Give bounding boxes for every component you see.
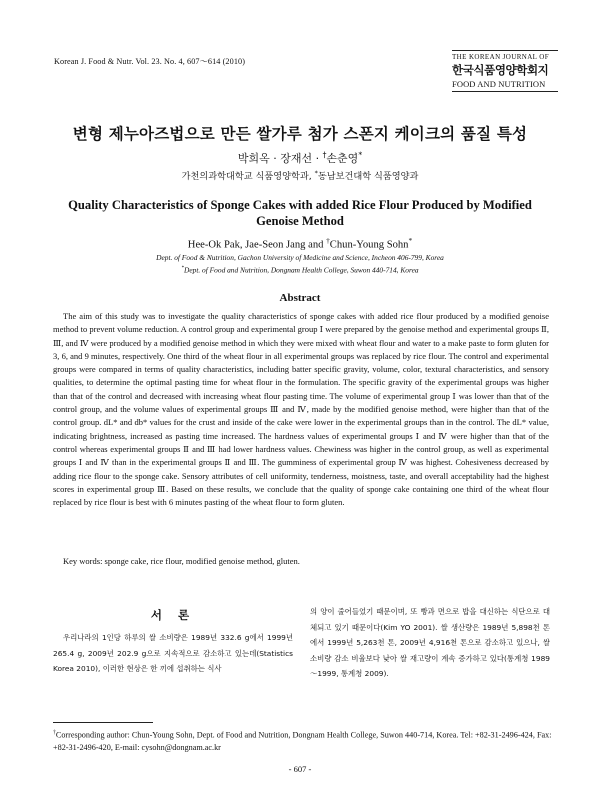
- korean-affil-star: *: [314, 168, 318, 177]
- english-affil2-text: Dept. of Food and Nutrition, Dongnam Health College, Suwon 440-714, Korea: [184, 265, 419, 275]
- english-affiliation-star: *: [408, 236, 413, 245]
- korean-authors-plain: 박희옥 · 장재선 ·: [237, 152, 323, 165]
- korean-authors: [0, 150, 600, 166]
- english-affil2-star: *: [181, 265, 184, 271]
- keywords: Key words: sponge cake, rice flour, modified genoise method, gluten.: [63, 556, 300, 566]
- english-author-last: Chun-Young Sohn: [329, 239, 409, 251]
- korean-affil-second: 동남보건대학 식품영양과: [317, 171, 419, 182]
- journal-reference: Korean J. Food & Nutr. Vol. 23. No. 4, 607～614 (2010): [54, 57, 246, 66]
- journal-masthead: [452, 50, 558, 92]
- abstract-body: [53, 310, 549, 509]
- introduction-heading: 서 론: [150, 608, 196, 622]
- intro-right-text: 의 양이 줄어들었기 때문이며, 또 빵과 면으로 밥을 대신하는 식단으로 대체되고 있기 때문이다(Kim YO 2001). 쌀 생산량은 1989년 5,898천 톤에서 1999년 5,263천 톤, 2009년 4,916천 톤으로 감소하고 있으나, 쌀 소비량 감소 비율보다 낮아 쌀 재고량이 계속 증가하고 있다(통계청 1989～1999, 통계청 2009).: [310, 607, 550, 678]
- english-affiliation-1: Dept. of Food & Nutrition, Gachon University of Medicine and Science, Incheon 406-799, Korea: [156, 253, 444, 262]
- masthead-top-rule: [452, 50, 558, 51]
- korean-affiliations: [0, 168, 600, 182]
- masthead-line1: THE KOREAN JOURNAL OF: [452, 53, 550, 61]
- english-corresponding-mark: †: [326, 236, 330, 245]
- intro-right-column: [310, 604, 550, 682]
- abstract-paragraph: The aim of this study was to investigate the quality characteristics of sponge cakes with added rice flour produced by a modified genoise method to prevent volume reduction. A control group and experimental group Ⅰ were prepared by the genoise method and experimental groups Ⅱ, Ⅲ, and Ⅳ were produced by a modified genoise method in which they were mixed with wheat flour and water to a make paste to form gluten for 3, 6, and 9 minutes, respectively. One third of the wheat flour in all experimental groups was replaced by rice flour. The control and experimental groups were compared in terms of quality characteristics, including batter specific gravity, volume, color, textural characteristics, and sensory qualities, to determine the optimal pasting time for wheat flour in the formulation. The specific gravity of the experimental groups was higher than that of the control and decreased with increasing wheat flour pasting time. The volume of experimental group Ⅰ was lower than that of the control group, and the volume values of experimental groups Ⅲ and Ⅳ, made by the modified genoise method, were higher than that of the control group. dL* and db* values for the crust and inside of the cake were lower in the experimental groups than in the control. The dL* value, indicating brightness, increased as pasting time increased. The hardness values of experimental groups Ⅰ and Ⅳ were higher than that of the control whereas experimental groups Ⅱ and Ⅲ had lower hardness values. Chewiness was higher in the control group, as well as experimental groups Ⅰ and Ⅳ than in the experimental groups Ⅱ and Ⅲ. The gumminess of experimental group Ⅳ was highest. Cohesiveness decreased by adding rice flour to the sponge cake. Sensory attributes of cell uniformity, tenderness, moistness, taste, and overall acceptability had the highest scores in experimental group Ⅲ. Based on these results, we conclude that the quality of sponge cake containing one third of the wheat flour replaced by rice flour is best with 6 minutes pasting of the wheat flour to form gluten.: [53, 311, 549, 508]
- footnote-text: Corresponding author: Chun-Young Sohn, Dept. of Food and Nutrition, Dongnam Health College, Suwon 440-714, Korea. Tel: +82-31-2496-424, Fax: +82-31-2496-420, E-mail: cysohn@dongnam.ac.kr: [53, 730, 552, 752]
- korean-title: 변형 제누아즈법으로 만든 쌀가루 첨가 스폰지 케이크의 품질 특성: [72, 125, 528, 143]
- intro-left-column: [53, 630, 293, 677]
- masthead-line3: FOOD AND NUTRITION: [452, 79, 546, 89]
- footnote-mark: †: [53, 730, 56, 736]
- corresponding-mark: †: [322, 150, 327, 160]
- abstract-heading: Abstract: [279, 292, 321, 304]
- korean-affil-main: 가천의과학대학교 식품영양학과,: [181, 171, 315, 182]
- page-number: - 607 -: [288, 764, 312, 774]
- masthead-korean-title: 한국식품영양학회지: [452, 63, 549, 77]
- intro-left-text: 우리나라의 1인당 하루의 쌀 소비량은 1989년 332.6 g에서 1999년 265.4 g, 2009년 202.9 g으로 지속적으로 감소하고 있는데(Statistics Korea 2010), 이러한 현상은 한 끼에 섭취하는 식사: [53, 633, 293, 673]
- korean-author-last: 손춘영: [326, 152, 359, 165]
- english-authors-plain: Hee-Ok Pak, Jae-Seon Jang and: [187, 239, 327, 251]
- english-title: Quality Characteristics of Sponge Cakes with added Rice Flour Produced by Modified Genoise Method: [68, 198, 532, 228]
- english-authors: [0, 236, 600, 251]
- corresponding-author-footnote: [53, 727, 553, 754]
- masthead-bottom-rule: [452, 91, 558, 92]
- english-affiliation-2: [0, 265, 600, 274]
- footnote-divider: [53, 722, 153, 723]
- affiliation-star: *: [358, 150, 363, 160]
